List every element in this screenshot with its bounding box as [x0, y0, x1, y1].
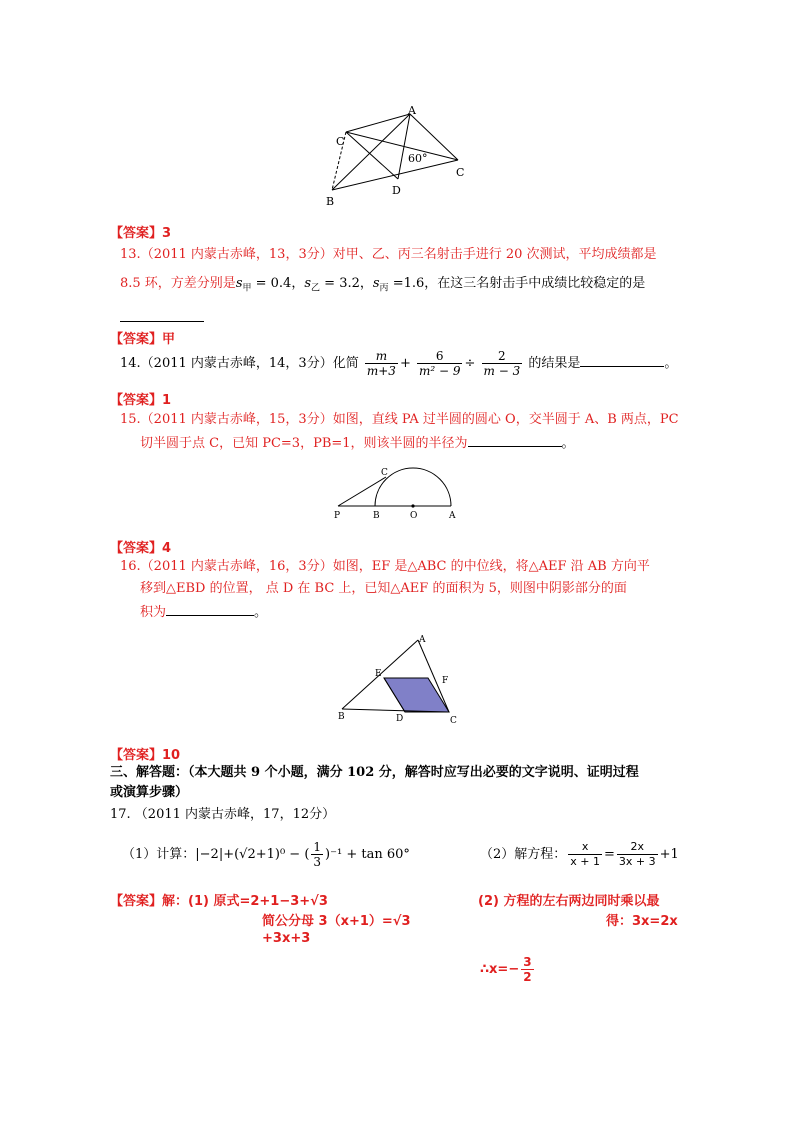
- q16-text: 积为: [140, 605, 167, 620]
- f2-den: m² − 9: [418, 364, 461, 378]
- label-e: E: [375, 669, 382, 679]
- p1-frac-den: 3: [313, 855, 322, 869]
- var-s3-sub: 丙: [379, 283, 389, 294]
- label-a: A: [419, 635, 426, 645]
- var-s1-val: = 0.4，: [251, 276, 305, 291]
- label-a: A: [449, 511, 456, 520]
- fraction-m-over-m3: [365, 349, 398, 378]
- answer-17-result: [480, 955, 536, 984]
- p2-eq: =: [604, 847, 615, 862]
- q17-part1: [122, 840, 410, 869]
- label-d: D: [396, 714, 404, 724]
- p1-label: （1）计算：: [122, 847, 196, 862]
- result-fraction: [521, 955, 533, 984]
- section-3-heading-line2: 或演算步骤）: [110, 785, 189, 800]
- p2-f1-num: x: [568, 840, 602, 855]
- q14-blank: [580, 353, 664, 367]
- var-s2-sub: 乙: [311, 283, 321, 294]
- question-14: 14.（2011 内蒙古赤峰，14，3分）化简 $\frac{m}{m+3}$ + $\frac{6}{\text{m² − 9}}$ ÷ $\frac{2}{m - 3}$ 的结果是 。: [120, 349, 678, 378]
- label-o: O: [410, 511, 418, 520]
- q14-end: 。: [664, 356, 678, 371]
- answer-13: 【答案】甲: [110, 332, 176, 347]
- result-pre: ∴x=−: [480, 962, 520, 977]
- ans17-label: 【答案】: [110, 894, 163, 909]
- q14-prefix: 14.（2011 内蒙古赤峰，14，3分）化简: [120, 356, 359, 371]
- p2-f2-den: 3x + 3: [618, 855, 656, 868]
- f1-num: m: [365, 349, 398, 364]
- q15-end: 。: [561, 436, 575, 451]
- p1-frac-num: 1: [313, 840, 322, 854]
- var-s2: s: [304, 276, 312, 291]
- answer-17-line2: 简公分母 3（x+1）=√3: [262, 914, 411, 929]
- p2-tail: +1: [659, 847, 679, 862]
- p1-fraction: [311, 840, 323, 869]
- var-s1-sub: 甲: [242, 283, 252, 294]
- q14-suffix: 的结果是: [528, 356, 581, 371]
- answer-17-right2: 得：3x=2x: [606, 914, 678, 929]
- answer-17-line3: +3x+3: [262, 931, 311, 946]
- f2-num: 6: [417, 349, 463, 364]
- fraction-6-over-m2-9: [417, 349, 463, 378]
- p2-label: （2）解方程：: [480, 847, 567, 862]
- p1-expr: |−2|+(√2+1)⁰ − (: [195, 847, 310, 862]
- q17-part2: [480, 840, 679, 869]
- fraction-2-over-m-3: [482, 349, 523, 378]
- f3-den: m − 3: [483, 364, 521, 378]
- var-s1: s: [235, 276, 243, 291]
- question-17-head: 17. （2011 内蒙古赤峰，17，12分）: [110, 807, 336, 822]
- p2-f2-num: 2x: [617, 840, 658, 855]
- q13-intro: 8.5 环，方差分别是: [120, 276, 236, 291]
- figure-triangle-rotation: [320, 104, 480, 212]
- result-num: 3: [523, 955, 532, 969]
- question-16-line1: 16.（2011 内蒙古赤峰，16，3分）如图，EF 是△ABC 的中位线，将△AEF 沿 AB 方向平: [120, 559, 650, 574]
- question-16-line3: [140, 602, 267, 622]
- figure-semicircle: [330, 464, 465, 520]
- label-f: F: [442, 676, 449, 686]
- label-c-top: C: [336, 135, 345, 148]
- label-b: B: [326, 195, 335, 208]
- label-c: C: [450, 716, 457, 726]
- section-3-heading-line1: 三、解答题：（本大题共 9 个小题，满分 102 分，解答时应写出必要的文字说明、证明过程: [110, 765, 639, 780]
- shaded-parallelogram: [384, 678, 449, 712]
- answer-14: 【答案】1: [110, 393, 172, 408]
- p2-fraction-2: [617, 840, 658, 869]
- question-13-line1: [120, 246, 657, 264]
- var-s3: s: [372, 276, 380, 291]
- answer-15: 【答案】4: [110, 541, 172, 556]
- f1-den: m+3: [366, 364, 396, 378]
- figure-triangle-translation: [330, 632, 465, 727]
- question-15-line2: [140, 433, 575, 453]
- label-b: B: [338, 712, 345, 722]
- angle-label: 60°: [408, 152, 428, 165]
- answer-16: 【答案】10: [110, 748, 181, 763]
- question-13-line2: [120, 275, 645, 298]
- answer-17-label: [110, 890, 328, 909]
- q15-text: 切半圆于点 C，已知 PC=3，PB=1，则该半圆的半径为: [140, 436, 468, 451]
- label-p: P: [334, 511, 341, 520]
- p1-tail: )⁻¹ + tan 60°: [325, 847, 410, 862]
- question-16-line2: 移到△EBD 的位置， 点 D 在 BC 上，已知△AEF 的面积为 5，则图中阴影部分的面: [140, 581, 627, 596]
- var-s3-val: =1.6，在这三名射击手中成绩比较稳定的是: [388, 276, 646, 291]
- label-c: C: [381, 468, 388, 478]
- p2-f1-den: x + 1: [570, 855, 600, 868]
- label-c-right: C: [456, 166, 465, 179]
- q13-number: 13.: [120, 247, 141, 262]
- label-a: A: [408, 104, 416, 117]
- label-d: D: [392, 184, 401, 197]
- result-den: 2: [523, 970, 532, 984]
- q16-blank: [166, 602, 254, 616]
- q15-blank: [468, 433, 562, 447]
- q13-blank: [120, 321, 204, 322]
- f3-num: 2: [482, 349, 523, 364]
- ans17-line1: 解：(1) 原式=2+1−3+√3: [162, 894, 328, 909]
- q13-text: （2011 内蒙古赤峰，13，3分）对甲、乙、丙三名射击手进行 20 次测试，平均成绩都是: [140, 247, 657, 262]
- var-s2-val: = 3.2，: [320, 276, 373, 291]
- p2-fraction-1: [568, 840, 602, 869]
- q16-end: 。: [254, 605, 268, 620]
- question-15-line1: 15.（2011 内蒙古赤峰，15，3分）如图，直线 PA 过半圆的圆心 O，交半圆于 A、B 两点，PC: [120, 412, 679, 427]
- label-b: B: [373, 511, 380, 520]
- answer-17-right1: (2) 方程的左右两边同时乘以最: [478, 894, 660, 909]
- answer-12: 【答案】3: [110, 226, 172, 241]
